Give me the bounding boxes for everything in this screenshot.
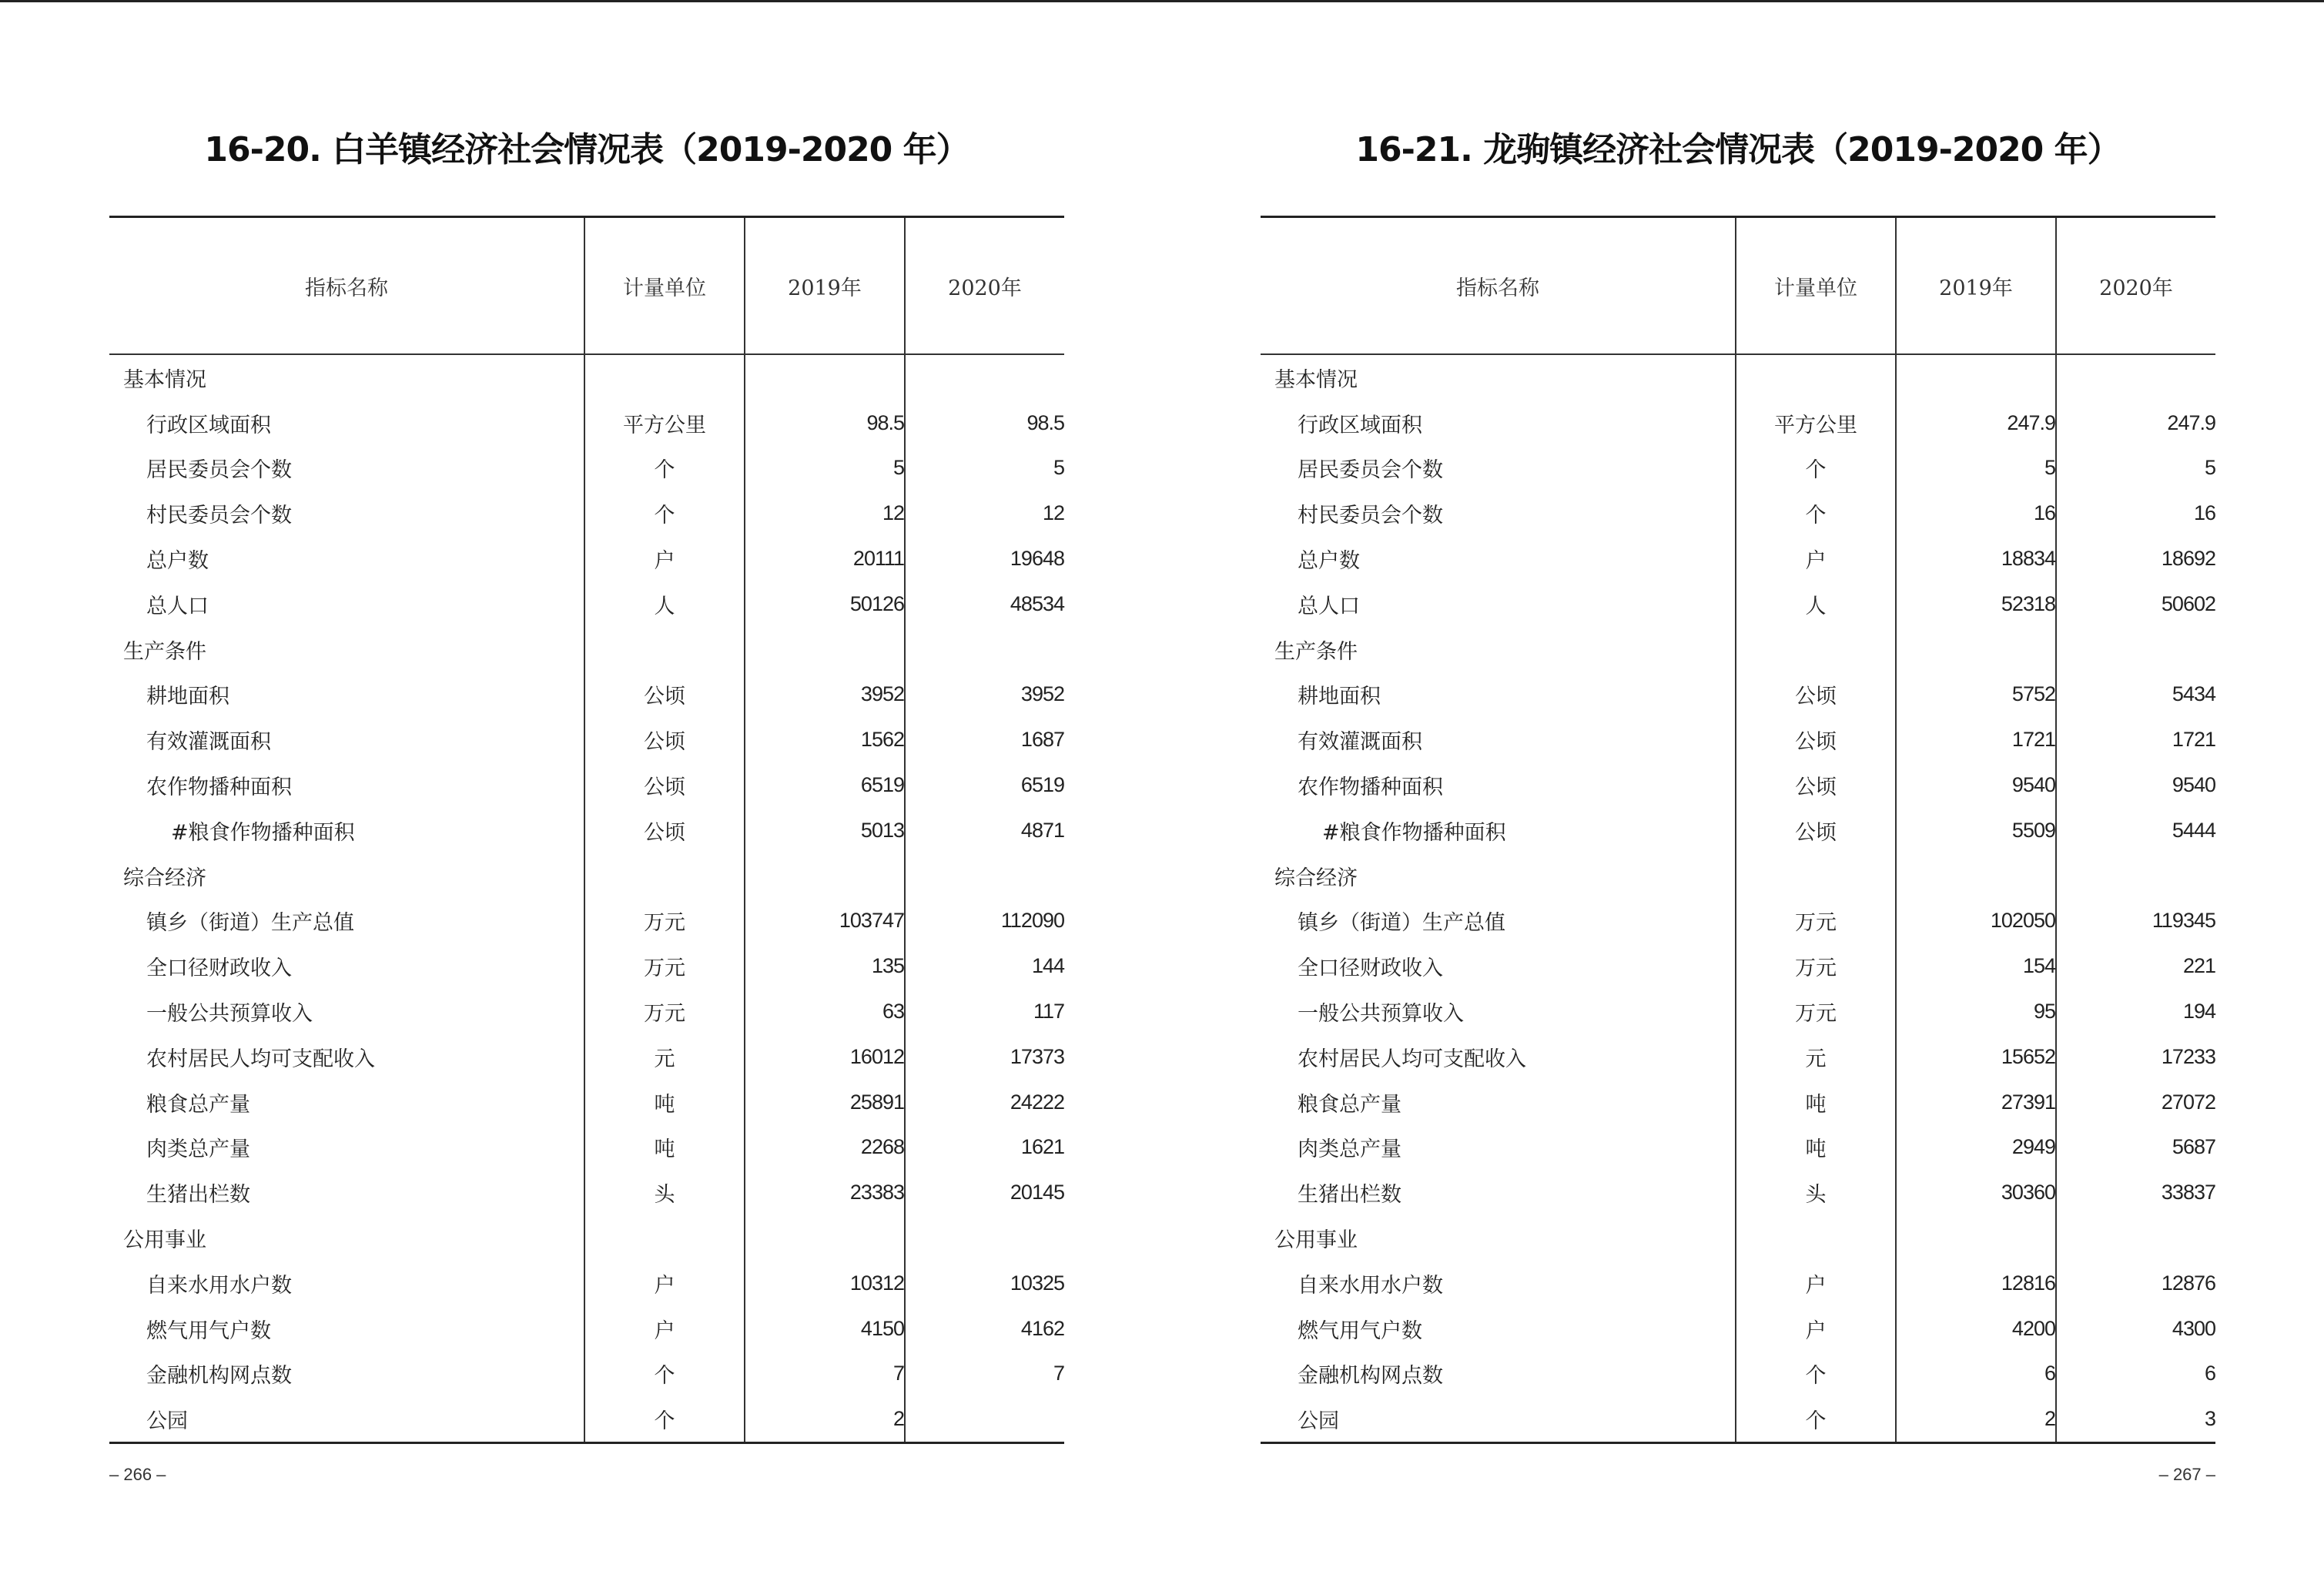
indicator-name-cell: 自来水用水户数 (1298, 1273, 1443, 1298)
indicator-name-cell: 全口径财政收入 (1298, 956, 1443, 981)
unit-cell: 万元 (584, 943, 745, 989)
table-row (1261, 899, 2215, 944)
indicator-name-cell: #粮食作物播种面积 (171, 820, 355, 845)
value-2019-cell: 30360 (1896, 1170, 2056, 1215)
value-2019-cell: 16 (1896, 491, 2056, 536)
table-row (109, 1306, 1064, 1352)
value-2019-cell (1896, 853, 2056, 899)
indicator-name-cell: 生猪出栏数 (1298, 1183, 1401, 1208)
value-2019-cell: 12 (745, 491, 905, 536)
table-row (109, 808, 1064, 853)
value-2020-cell (905, 1215, 1064, 1261)
value-2020-cell: 12 (905, 491, 1064, 536)
indicator-name-cell: 肉类总产量 (1298, 1137, 1401, 1162)
indicator-name-cell: 一般公共预算收入 (146, 1002, 313, 1027)
table-row (109, 943, 1064, 989)
value-2019-cell: 5509 (1896, 808, 2056, 853)
value-2020-cell (905, 354, 1064, 400)
value-2020-cell: 117 (905, 989, 1064, 1034)
indicator-name-cell: 燃气用气户数 (146, 1318, 271, 1343)
value-2019-cell: 5013 (745, 808, 905, 853)
table-row (1261, 717, 2215, 762)
unit-cell: 户 (1736, 1261, 1896, 1306)
value-2020-cell: 3 (2056, 1396, 2215, 1442)
value-2020-cell: 1621 (905, 1125, 1064, 1171)
value-2019-cell: 2268 (745, 1125, 905, 1171)
indicator-name-cell: 总户数 (146, 549, 209, 574)
unit-cell: 吨 (1736, 1125, 1896, 1171)
unit-cell: 公顷 (584, 808, 745, 853)
value-2019-cell: 50126 (745, 581, 905, 627)
section-header-row (109, 627, 1064, 672)
value-2020-cell (2056, 853, 2215, 899)
page-title: 16-20. 白羊镇经济社会情况表（2019-2020 年） (204, 130, 969, 169)
value-2019-cell: 12816 (1896, 1261, 2056, 1306)
indicator-name-cell: 金融机构网点数 (1298, 1364, 1443, 1389)
table-row (1261, 491, 2215, 536)
section-header-row (1261, 853, 2215, 899)
value-2019-cell: 5 (1896, 446, 2056, 491)
value-2019-cell: 7 (745, 1352, 905, 1397)
indicator-name-cell: 一般公共预算收入 (1298, 1002, 1464, 1027)
indicator-name-cell: 农作物播种面积 (1298, 776, 1443, 800)
section-header-row (1261, 354, 2215, 400)
value-2019-cell: 2 (745, 1396, 905, 1442)
unit-cell: 万元 (1736, 899, 1896, 944)
unit-cell: 头 (584, 1170, 745, 1215)
value-2019-cell: 4200 (1896, 1306, 2056, 1352)
indicator-name-cell: 农作物播种面积 (146, 776, 292, 800)
value-2019-cell: 2 (1896, 1396, 2056, 1442)
unit-cell (584, 627, 745, 672)
value-2020-cell: 144 (905, 943, 1064, 989)
unit-cell: 人 (584, 581, 745, 627)
value-2019-cell: 16012 (745, 1034, 905, 1080)
value-2020-cell: 6519 (905, 762, 1064, 808)
value-2020-cell: 16 (2056, 491, 2215, 536)
indicator-name-cell: 村民委员会个数 (146, 504, 292, 528)
header-indicator-name: 指标名称 (1261, 217, 1736, 355)
table-row (109, 1170, 1064, 1215)
value-2020-cell: 33837 (2056, 1170, 2215, 1215)
section-header-row (109, 1215, 1064, 1261)
header-indicator-name: 指标名称 (109, 217, 584, 355)
unit-cell (1736, 354, 1896, 400)
right-page (1261, 0, 2215, 1588)
unit-cell: 公顷 (584, 717, 745, 762)
value-2019-cell: 25891 (745, 1080, 905, 1125)
unit-cell: 公顷 (1736, 808, 1896, 853)
value-2020-cell (2056, 1215, 2215, 1261)
value-2020-cell: 50602 (2056, 581, 2215, 627)
value-2020-cell: 24222 (905, 1080, 1064, 1125)
value-2019-cell (745, 1215, 905, 1261)
value-2020-cell (905, 1396, 1064, 1442)
unit-cell: 户 (1736, 1306, 1896, 1352)
table-row (109, 717, 1064, 762)
value-2020-cell: 5 (905, 446, 1064, 491)
value-2020-cell: 247.9 (2056, 400, 2215, 446)
header-year-2020: 2020年 (905, 217, 1064, 355)
value-2020-cell: 48534 (905, 581, 1064, 627)
table-row (1261, 1125, 2215, 1171)
indicator-name-cell: 自来水用水户数 (146, 1273, 292, 1298)
value-2020-cell: 4162 (905, 1306, 1064, 1352)
indicator-name-cell: 总人口 (1298, 594, 1360, 618)
indicator-name-cell: 有效灌溉面积 (146, 730, 271, 755)
value-2020-cell: 9540 (2056, 762, 2215, 808)
table-row (109, 1352, 1064, 1397)
value-2020-cell: 5 (2056, 446, 2215, 491)
table-row (1261, 1034, 2215, 1080)
unit-cell: 户 (584, 536, 745, 581)
value-2019-cell (745, 354, 905, 400)
indicator-name-cell: 粮食总产量 (146, 1092, 250, 1117)
unit-cell: 公顷 (584, 672, 745, 718)
table-row (109, 491, 1064, 536)
unit-cell (1736, 853, 1896, 899)
unit-cell: 吨 (584, 1080, 745, 1125)
unit-cell: 平方公里 (584, 400, 745, 446)
table-row (109, 1034, 1064, 1080)
value-2019-cell (1896, 354, 2056, 400)
table-row (109, 1125, 1064, 1171)
unit-cell: 万元 (584, 899, 745, 944)
unit-cell: 吨 (584, 1125, 745, 1171)
header-year-2020: 2020年 (2056, 217, 2215, 355)
unit-cell: 个 (584, 1352, 745, 1397)
table-row (109, 989, 1064, 1034)
header-unit: 计量单位 (584, 217, 745, 355)
value-2019-cell: 103747 (745, 899, 905, 944)
value-2019-cell: 2949 (1896, 1125, 2056, 1171)
table-row (109, 1080, 1064, 1125)
value-2020-cell: 12876 (2056, 1261, 2215, 1306)
unit-cell (584, 354, 745, 400)
indicator-name-cell: 总人口 (146, 594, 209, 618)
value-2020-cell (2056, 354, 2215, 400)
value-2019-cell: 6 (1896, 1352, 2056, 1397)
value-2020-cell: 194 (2056, 989, 2215, 1034)
value-2019-cell: 95 (1896, 989, 2056, 1034)
value-2019-cell: 5752 (1896, 672, 2056, 718)
page-number: – 266 – (109, 1465, 166, 1484)
section-header-row (109, 853, 1064, 899)
unit-cell (584, 853, 745, 899)
value-2019-cell: 63 (745, 989, 905, 1034)
value-2019-cell: 247.9 (1896, 400, 2056, 446)
indicator-name-cell: 基本情况 (123, 367, 206, 392)
unit-cell: 户 (1736, 536, 1896, 581)
value-2020-cell: 10325 (905, 1261, 1064, 1306)
section-header-row (109, 354, 1064, 400)
value-2019-cell (745, 853, 905, 899)
table-row (109, 899, 1064, 944)
table-row (1261, 762, 2215, 808)
indicator-name-cell: 村民委员会个数 (1298, 504, 1443, 528)
unit-cell (1736, 627, 1896, 672)
value-2019-cell: 98.5 (745, 400, 905, 446)
value-2020-cell: 4871 (905, 808, 1064, 853)
indicator-name-cell: 镇乡（街道）生产总值 (1298, 911, 1505, 936)
value-2020-cell (905, 853, 1064, 899)
table-row (109, 1396, 1064, 1442)
unit-cell: 公顷 (1736, 762, 1896, 808)
value-2020-cell: 5434 (2056, 672, 2215, 718)
page-number: – 267 – (2158, 1465, 2215, 1484)
indicator-name-cell: 有效灌溉面积 (1298, 730, 1422, 755)
unit-cell: 公顷 (1736, 672, 1896, 718)
table-row (109, 400, 1064, 446)
indicator-name-cell: 生产条件 (1274, 639, 1358, 664)
table-row (1261, 943, 2215, 989)
unit-cell: 万元 (1736, 943, 1896, 989)
table-row (1261, 1170, 2215, 1215)
unit-cell: 万元 (584, 989, 745, 1034)
table-row (109, 1261, 1064, 1306)
table-row (1261, 989, 2215, 1034)
unit-cell: 户 (584, 1306, 745, 1352)
value-2020-cell: 112090 (905, 899, 1064, 944)
indicator-name-cell: 综合经济 (123, 866, 206, 890)
value-2019-cell: 154 (1896, 943, 2056, 989)
unit-cell: 头 (1736, 1170, 1896, 1215)
table-row (1261, 808, 2215, 853)
table-row (1261, 536, 2215, 581)
value-2020-cell: 27072 (2056, 1080, 2215, 1125)
value-2020-cell: 17233 (2056, 1034, 2215, 1080)
unit-cell: 个 (584, 446, 745, 491)
unit-cell: 个 (1736, 491, 1896, 536)
unit-cell: 元 (1736, 1034, 1896, 1080)
value-2019-cell: 20111 (745, 536, 905, 581)
stats-table (109, 216, 1064, 1444)
value-2019-cell: 10312 (745, 1261, 905, 1306)
value-2019-cell: 18834 (1896, 536, 2056, 581)
unit-cell: 公顷 (584, 762, 745, 808)
value-2019-cell: 1562 (745, 717, 905, 762)
table-header-row (1261, 217, 2215, 355)
page-title: 16-21. 龙驹镇经济社会情况表（2019-2020 年） (1355, 130, 2121, 169)
table-row (1261, 1080, 2215, 1125)
value-2020-cell: 17373 (905, 1034, 1064, 1080)
header-year-2019: 2019年 (1896, 217, 2056, 355)
table-row (1261, 400, 2215, 446)
left-page (109, 0, 1064, 1588)
indicator-name-cell: 居民委员会个数 (1298, 458, 1443, 483)
value-2019-cell: 4150 (745, 1306, 905, 1352)
table-row (109, 536, 1064, 581)
table-header-row (109, 217, 1064, 355)
unit-cell: 个 (1736, 446, 1896, 491)
indicator-name-cell: 粮食总产量 (1298, 1092, 1401, 1117)
table-row (1261, 1261, 2215, 1306)
table-row (109, 672, 1064, 718)
indicator-name-cell: 公用事业 (1274, 1228, 1358, 1253)
value-2019-cell (745, 627, 905, 672)
value-2019-cell: 102050 (1896, 899, 2056, 944)
unit-cell: 元 (584, 1034, 745, 1080)
indicator-name-cell: 基本情况 (1274, 367, 1358, 392)
section-header-row (1261, 627, 2215, 672)
value-2020-cell: 1721 (2056, 717, 2215, 762)
value-2020-cell: 20145 (905, 1170, 1064, 1215)
table-body (109, 354, 1064, 1443)
unit-cell (1736, 1215, 1896, 1261)
value-2019-cell: 5 (745, 446, 905, 491)
unit-cell: 个 (1736, 1396, 1896, 1442)
unit-cell: 个 (584, 1396, 745, 1442)
table-row (109, 581, 1064, 627)
value-2020-cell: 5687 (2056, 1125, 2215, 1171)
value-2019-cell: 23383 (745, 1170, 905, 1215)
indicator-name-cell: 行政区域面积 (146, 413, 271, 437)
table-row (1261, 1396, 2215, 1442)
table-body (1261, 354, 2215, 1443)
unit-cell: 公顷 (1736, 717, 1896, 762)
indicator-name-cell: 生猪出栏数 (146, 1183, 250, 1208)
indicator-name-cell: 生产条件 (123, 639, 206, 664)
value-2020-cell: 5444 (2056, 808, 2215, 853)
indicator-name-cell: 镇乡（街道）生产总值 (146, 911, 354, 936)
unit-cell: 户 (584, 1261, 745, 1306)
value-2020-cell: 3952 (905, 672, 1064, 718)
value-2020-cell: 18692 (2056, 536, 2215, 581)
table-row (109, 446, 1064, 491)
indicator-name-cell: 行政区域面积 (1298, 413, 1422, 437)
indicator-name-cell: 全口径财政收入 (146, 956, 292, 981)
value-2020-cell: 19648 (905, 536, 1064, 581)
value-2019-cell: 15652 (1896, 1034, 2056, 1080)
indicator-name-cell: 燃气用气户数 (1298, 1318, 1422, 1343)
table-row (109, 762, 1064, 808)
indicator-name-cell: 农村居民人均可支配收入 (1298, 1047, 1526, 1071)
table-row (1261, 672, 2215, 718)
value-2020-cell: 4300 (2056, 1306, 2215, 1352)
table-row (1261, 1306, 2215, 1352)
indicator-name-cell: 耕地面积 (146, 685, 229, 709)
value-2019-cell: 1721 (1896, 717, 2056, 762)
indicator-name-cell: 公园 (1298, 1409, 1339, 1434)
value-2019-cell (1896, 1215, 2056, 1261)
value-2020-cell: 7 (905, 1352, 1064, 1397)
unit-cell: 个 (584, 491, 745, 536)
unit-cell: 个 (1736, 1352, 1896, 1397)
value-2019-cell (1896, 627, 2056, 672)
value-2019-cell: 6519 (745, 762, 905, 808)
indicator-name-cell: 公用事业 (123, 1228, 206, 1253)
value-2019-cell: 135 (745, 943, 905, 989)
value-2020-cell (905, 627, 1064, 672)
table-row (1261, 1352, 2215, 1397)
indicator-name-cell: 耕地面积 (1298, 685, 1381, 709)
value-2019-cell: 27391 (1896, 1080, 2056, 1125)
indicator-name-cell: 公园 (146, 1409, 188, 1434)
section-header-row (1261, 1215, 2215, 1261)
value-2019-cell: 3952 (745, 672, 905, 718)
value-2020-cell: 6 (2056, 1352, 2215, 1397)
indicator-name-cell: 肉类总产量 (146, 1137, 250, 1162)
unit-cell: 万元 (1736, 989, 1896, 1034)
unit-cell: 平方公里 (1736, 400, 1896, 446)
value-2020-cell: 119345 (2056, 899, 2215, 944)
unit-cell: 人 (1736, 581, 1896, 627)
value-2020-cell: 98.5 (905, 400, 1064, 446)
unit-cell: 吨 (1736, 1080, 1896, 1125)
table-row (1261, 581, 2215, 627)
value-2020-cell (2056, 627, 2215, 672)
unit-cell (584, 1215, 745, 1261)
value-2019-cell: 52318 (1896, 581, 2056, 627)
indicator-name-cell: #粮食作物播种面积 (1322, 820, 1506, 845)
indicator-name-cell: 金融机构网点数 (146, 1364, 292, 1389)
header-year-2019: 2019年 (745, 217, 905, 355)
stats-table (1261, 216, 2215, 1444)
indicator-name-cell: 总户数 (1298, 549, 1360, 574)
indicator-name-cell: 农村居民人均可支配收入 (146, 1047, 375, 1071)
indicator-name-cell: 综合经济 (1274, 866, 1358, 890)
value-2019-cell: 9540 (1896, 762, 2056, 808)
value-2020-cell: 1687 (905, 717, 1064, 762)
table-row (1261, 446, 2215, 491)
indicator-name-cell: 居民委员会个数 (146, 458, 292, 483)
header-unit: 计量单位 (1736, 217, 1896, 355)
value-2020-cell: 221 (2056, 943, 2215, 989)
